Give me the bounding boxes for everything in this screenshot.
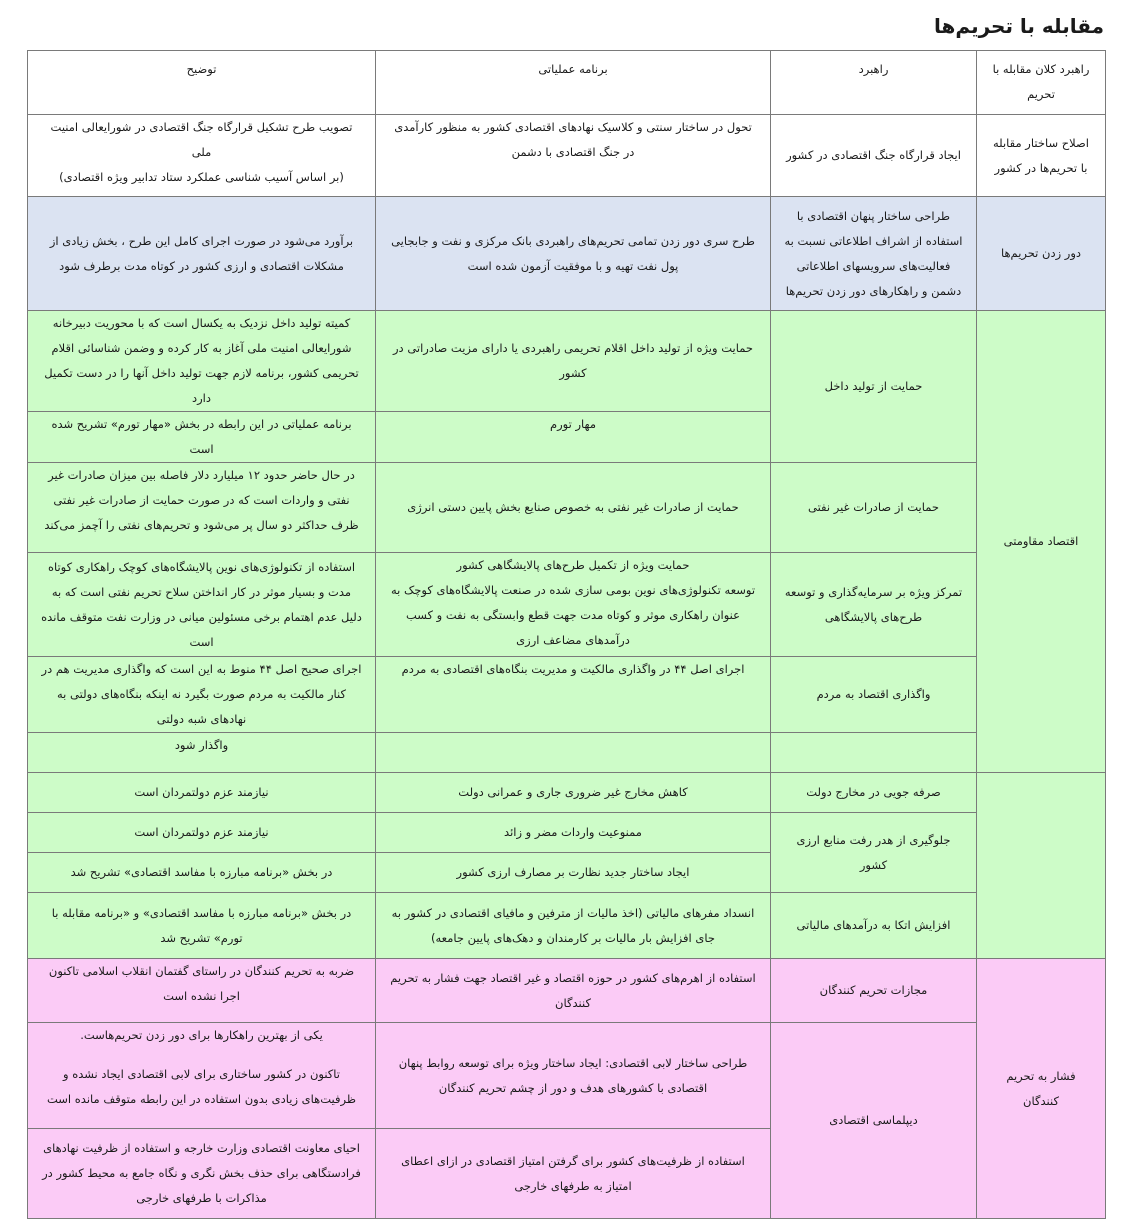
description-cell: اجرای صحیح اصل ۴۴ منوط به این است که واگذاری مدیریت هم در کنار مالکیت به مردم صورت بگیرد نه اینکه بنگاه‌های دولتی به نهادهای شبه دولتی bbox=[28, 657, 376, 733]
header-grand-strategy: راهبرد کلان مقابله با تحریم bbox=[977, 51, 1106, 115]
program-cell: تحول در ساختار سنتی و کلاسیک نهادهای اقتصادی کشور به منظور کارآمدی در جنگ اقتصادی با دشمن bbox=[376, 115, 771, 197]
table-row bbox=[28, 311, 1106, 412]
strategy-cell: صرفه جویی در مخارج دولت bbox=[771, 773, 977, 813]
description-cell: در حال حاضر حدود ۱۲ میلیارد دلار فاصله بین میزان صادرات غیر نفتی و واردات است که در صورت حمایت از صادرات غیر نفتی ظرف حداکثر دو سال پر می‌شود و تحریم‌های نفتی را آچمز می‌کند bbox=[28, 463, 376, 553]
program-cell: حمایت از صادرات غیر نفتی به خصوص صنایع بخش پایین دستی انرژی bbox=[376, 463, 771, 553]
program-cell: طراحی ساختار لابی اقتصادی: ایجاد ساختار ویژه برای توسعه روابط پنهان اقتصادی با کشورهای هدف و دور از چشم تحریم کنندگان bbox=[376, 1023, 771, 1129]
table-row bbox=[28, 959, 1106, 1023]
strategy-cell: افزایش اتکا به درآمدهای مالیاتی bbox=[771, 893, 977, 959]
description-cell: نیازمند عزم دولتمردان است bbox=[28, 773, 376, 813]
description-cell: نیازمند عزم دولتمردان است bbox=[28, 813, 376, 853]
description-cell: برآورد می‌شود در صورت اجرای کامل این طرح ، بخش زیادی از مشکلات اقتصادی و ارزی کشور در کوتاه مدت برطرف شود bbox=[28, 197, 376, 311]
program-cell: استفاده از ظرفیت‌های کشور برای گرفتن امتیاز اقتصادی در ازای اعطای امتیاز به طرفهای خارجی bbox=[376, 1129, 771, 1219]
program-cell: اجرای اصل ۴۴ در واگذاری مالکیت و مدیریت بنگاه‌های اقتصادی به مردم bbox=[376, 657, 771, 733]
program-cell: مهار تورم bbox=[376, 412, 771, 463]
description-cell: کمیته تولید داخل نزدیک به یکسال است که با محوریت دبیرخانه شورایعالی امنیت ملی آغاز به کار کرده و وضمن شناسائی اقلام تحریمی کشور، برنامه لازم جهت تولید داخل آنها را در دست تکمیل دارد bbox=[28, 311, 376, 412]
strategy-cell: مجازات تحریم کنندگان bbox=[771, 959, 977, 1023]
program-cell: طرح سری دور زدن تمامی تحریم‌های راهبردی بانک مرکزی و نفت و جابجایی پول نفت تهیه و با موفقیت آزمون شده است bbox=[376, 197, 771, 311]
page-title: مقابله با تحریم‌ها bbox=[934, 14, 1104, 38]
table-row bbox=[28, 463, 1106, 553]
program-line: حمایت ویژه از تکمیل طرح‌های پالایشگاهی کشور bbox=[456, 558, 690, 572]
header-strategy: راهبرد bbox=[771, 51, 977, 115]
description-cell: واگذار شود bbox=[28, 733, 376, 773]
table-row bbox=[28, 893, 1106, 959]
table-row bbox=[28, 733, 1106, 773]
table-row bbox=[28, 1023, 1106, 1129]
program-cell: ایجاد ساختار جدید نظارت بر مصارف ارزی کشور bbox=[376, 853, 771, 893]
program-cell bbox=[376, 553, 771, 657]
strategy-cell: طراحی ساختار پنهان اقتصادی با استفاده از اشراف اطلاعاتی نسبت به فعالیت‌های سرویسهای اطلاعاتی دشمن و راهکارهای دور زدن تحریم‌ها bbox=[771, 197, 977, 311]
table-row bbox=[28, 553, 1106, 657]
description-line: تصویب طرح تشکیل قرارگاه جنگ اقتصادی در شورایعالی امنیت ملی bbox=[50, 120, 353, 159]
description-line: یکی از بهترین راهکارها برای دور زدن تحریم‌هاست. bbox=[80, 1028, 323, 1042]
table-row bbox=[28, 115, 1106, 197]
program-cell: ممنوعیت واردات مضر و زائد bbox=[376, 813, 771, 853]
strategy-cell: حمایت از تولید داخل bbox=[771, 311, 977, 463]
program-cell bbox=[376, 733, 771, 773]
header-program: برنامه عملیاتی bbox=[376, 51, 771, 115]
table-row bbox=[28, 197, 1106, 311]
table-row bbox=[28, 657, 1106, 733]
grand-strategy-cell: اقتصاد مقاومتی bbox=[977, 311, 1106, 773]
description-cell: در بخش «برنامه مبارزه با مفاسد اقتصادی» تشریح شد bbox=[28, 853, 376, 893]
description-cell: در بخش «برنامه مبارزه با مفاسد اقتصادی» و «برنامه مقابله با تورم» تشریح شد bbox=[28, 893, 376, 959]
description-cell: ضربه به تحریم کنندگان در راستای گفتمان انقلاب اسلامی تاکنون اجرا نشده است bbox=[28, 959, 376, 1023]
grand-strategy-cell: اصلاح ساختار مقابله با تحریم‌ها در کشور bbox=[977, 115, 1106, 197]
strategy-cell: دیپلماسی اقتصادی bbox=[771, 1023, 977, 1219]
description-cell: برنامه عملیاتی در این رابطه در بخش «مهار تورم» تشریح شده است bbox=[28, 412, 376, 463]
table-row bbox=[28, 813, 1106, 853]
program-cell: استفاده از اهرم‌های کشور در حوزه اقتصاد و غیر اقتصاد جهت فشار به تحریم کنندگان bbox=[376, 959, 771, 1023]
strategy-cell: ایجاد قرارگاه جنگ اقتصادی در کشور bbox=[771, 115, 977, 197]
program-cell: انسداد مفرهای مالیاتی (اخذ مالیات از مترفین و مافیای اقتصادی در کشور به جای افزایش بار مالیات بر کارمندان و دهک‌های پایین جامعه) bbox=[376, 893, 771, 959]
strategy-cell: حمایت از صادرات غیر نفتی bbox=[771, 463, 977, 553]
description-line: تاکنون در کشور ساختاری برای لابی اقتصادی ایجاد نشده و ظرفیت‌های زیادی بدون استفاده در این رابطه متوقف مانده است bbox=[46, 1067, 356, 1106]
description-cell bbox=[28, 115, 376, 197]
grand-strategy-cell bbox=[977, 773, 1106, 959]
table-row bbox=[28, 773, 1106, 813]
strategy-cell: واگذاری اقتصاد به مردم bbox=[771, 657, 977, 733]
description-line: (بر اساس آسیب شناسی عملکرد ستاد تدابیر ویژه اقتصادی) bbox=[59, 170, 344, 184]
sanctions-table bbox=[27, 50, 1106, 1219]
header-description: توضیح bbox=[28, 51, 376, 115]
strategy-cell: تمرکز ویژه بر سرمایه‌گذاری و توسعه طرح‌های پالایشگاهی bbox=[771, 553, 977, 657]
program-cell: حمایت ویژه از تولید داخل اقلام تحریمی راهبردی یا دارای مزیت صادراتی در کشور bbox=[376, 311, 771, 412]
grand-strategy-cell: فشار به تحریم کنندگان bbox=[977, 959, 1106, 1219]
strategy-cell: جلوگیری از هدر رفت منابع ارزی کشور bbox=[771, 813, 977, 893]
description-cell: استفاده از تکنولوژی‌های نوین پالایشگاه‌های کوچک راهکاری کوتاه مدت و بسیار موثر در کار انداختن سلاح تحریم نفتی است که به دلیل عدم اهتمام برخی مسئولین میانی در وزارت نفت متوقف مانده است bbox=[28, 553, 376, 657]
description-cell: احیای معاونت اقتصادی وزارت خارجه و استفاده از ظرفیت نهادهای فرادستگاهی برای حذف بخش نگری و نگاه جامع به محیط کشور در مذاکرات با طرفهای خارجی bbox=[28, 1129, 376, 1219]
description-cell bbox=[28, 1023, 376, 1129]
header-row bbox=[28, 51, 1106, 115]
program-line: توسعه تکنولوژی‌های نوین بومی سازی شده در صنعت پالایشگاه‌های کوچک به عنوان راهکاری موثر و کوتاه مدت جهت قطع وابستگی به نفت و کسب درآمدهای مضاعف ارزی bbox=[390, 583, 756, 647]
strategy-cell bbox=[771, 733, 977, 773]
program-cell: کاهش مخارج غیر ضروری جاری و عمرانی دولت bbox=[376, 773, 771, 813]
grand-strategy-cell: دور زدن تحریم‌ها bbox=[977, 197, 1106, 311]
